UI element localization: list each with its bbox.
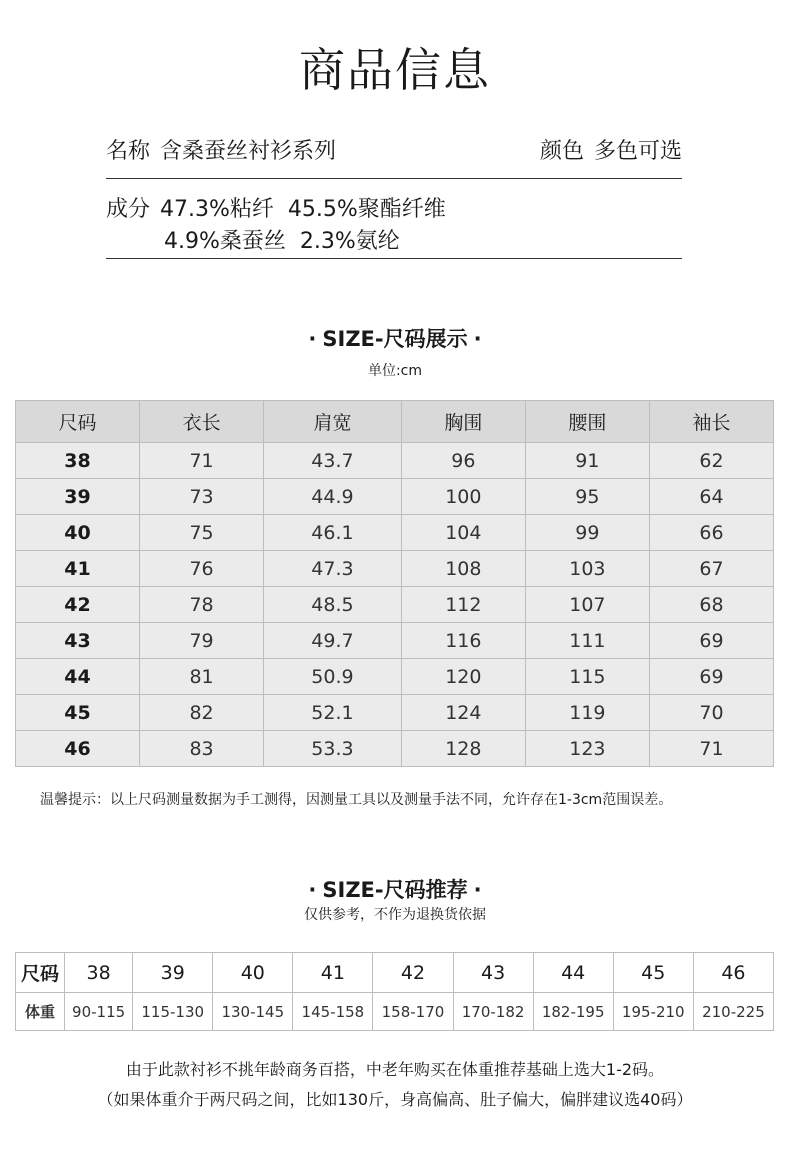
size-value-cell: 115 bbox=[525, 659, 649, 695]
size-value-cell: 76 bbox=[140, 551, 264, 587]
recommend-weight-cell: 210-225 bbox=[693, 993, 773, 1031]
size-value-cell: 48.5 bbox=[264, 587, 402, 623]
recommend-size-cell: 43 bbox=[453, 953, 533, 993]
recommend-weight-cell: 115-130 bbox=[133, 993, 213, 1031]
size-table bbox=[15, 400, 774, 767]
size-value-cell: 95 bbox=[525, 479, 649, 515]
recommend-weight-cell: 182-195 bbox=[533, 993, 613, 1031]
size-table-row bbox=[16, 443, 774, 479]
size-value-cell: 43.7 bbox=[264, 443, 402, 479]
recommend-weight-row bbox=[16, 993, 774, 1031]
size-notice: 温馨提示：以上尺码测量数据为手工测得，因测量工具以及测量手法不同，允许存在1-3cm范围误差。 bbox=[40, 792, 673, 808]
size-code-cell: 40 bbox=[16, 515, 140, 551]
size-value-cell: 67 bbox=[649, 551, 773, 587]
size-value-cell: 52.1 bbox=[264, 695, 402, 731]
recommend-section-title: · SIZE-尺码推荐 · bbox=[308, 878, 482, 902]
page-title: 商品信息 bbox=[299, 43, 491, 97]
size-table-header-cell: 尺码 bbox=[16, 401, 140, 443]
product-name bbox=[106, 134, 336, 165]
size-value-cell: 44.9 bbox=[264, 479, 402, 515]
size-value-cell: 49.7 bbox=[264, 623, 402, 659]
size-value-cell: 46.1 bbox=[264, 515, 402, 551]
size-code-cell: 43 bbox=[16, 623, 140, 659]
recommend-size-row bbox=[16, 953, 774, 993]
size-value-cell: 68 bbox=[649, 587, 773, 623]
size-value-cell: 71 bbox=[649, 731, 773, 767]
size-section-title: · SIZE-尺码展示 · bbox=[308, 327, 482, 351]
recommend-weight-cell: 170-182 bbox=[453, 993, 533, 1031]
recommend-section-title-text: SIZE-尺码推荐 bbox=[322, 878, 468, 902]
info-row-name-color bbox=[106, 134, 682, 179]
size-value-cell: 124 bbox=[401, 695, 525, 731]
name-value: 含桑蚕丝衬衫系列 bbox=[160, 139, 337, 164]
size-value-cell: 111 bbox=[525, 623, 649, 659]
color-label: 颜色 bbox=[539, 139, 584, 164]
recommend-size-cell: 42 bbox=[373, 953, 453, 993]
size-table-header-cell: 肩宽 bbox=[264, 401, 402, 443]
recommend-size-cell: 38 bbox=[65, 953, 133, 993]
composition-label: 成分 bbox=[106, 197, 151, 222]
composition-line-1 bbox=[106, 192, 446, 223]
size-code-cell: 39 bbox=[16, 479, 140, 515]
size-value-cell: 116 bbox=[401, 623, 525, 659]
size-value-cell: 70 bbox=[649, 695, 773, 731]
size-value-cell: 62 bbox=[649, 443, 773, 479]
name-label: 名称 bbox=[106, 139, 151, 164]
size-table-row bbox=[16, 623, 774, 659]
size-code-cell: 44 bbox=[16, 659, 140, 695]
size-code-cell: 38 bbox=[16, 443, 140, 479]
recommend-size-label: 尺码 bbox=[16, 953, 65, 993]
size-value-cell: 83 bbox=[140, 731, 264, 767]
size-value-cell: 53.3 bbox=[264, 731, 402, 767]
size-value-cell: 104 bbox=[401, 515, 525, 551]
size-value-cell: 119 bbox=[525, 695, 649, 731]
size-value-cell: 96 bbox=[401, 443, 525, 479]
recommend-weight-cell: 195-210 bbox=[613, 993, 693, 1031]
size-table-header bbox=[16, 401, 774, 443]
size-value-cell: 79 bbox=[140, 623, 264, 659]
size-value-cell: 64 bbox=[649, 479, 773, 515]
recommend-weight-label: 体重 bbox=[16, 993, 65, 1031]
size-table-row bbox=[16, 551, 774, 587]
size-value-cell: 128 bbox=[401, 731, 525, 767]
size-section-title-text: SIZE-尺码展示 bbox=[322, 327, 468, 351]
size-value-cell: 66 bbox=[649, 515, 773, 551]
size-value-cell: 99 bbox=[525, 515, 649, 551]
size-value-cell: 107 bbox=[525, 587, 649, 623]
composition-value-1: 47.3%粘纤 45.5%聚酯纤维 bbox=[160, 197, 446, 222]
size-table-row bbox=[16, 659, 774, 695]
size-value-cell: 82 bbox=[140, 695, 264, 731]
size-value-cell: 69 bbox=[649, 623, 773, 659]
size-value-cell: 91 bbox=[525, 443, 649, 479]
recommend-weight-cell: 130-145 bbox=[213, 993, 293, 1031]
color-value: 多色可选 bbox=[593, 139, 682, 164]
footer-line-1: 由于此款衬衫不挑年龄商务百搭，中老年购买在体重推荐基础上选大1-2码。 bbox=[125, 1060, 665, 1079]
size-code-cell: 46 bbox=[16, 731, 140, 767]
recommend-weight-cell: 158-170 bbox=[373, 993, 453, 1031]
recommend-size-cell: 41 bbox=[293, 953, 373, 993]
size-code-cell: 41 bbox=[16, 551, 140, 587]
size-value-cell: 120 bbox=[401, 659, 525, 695]
size-unit: 单位:cm bbox=[367, 363, 423, 379]
recommend-size-cell: 39 bbox=[133, 953, 213, 993]
size-value-cell: 50.9 bbox=[264, 659, 402, 695]
size-code-cell: 45 bbox=[16, 695, 140, 731]
size-table-row bbox=[16, 695, 774, 731]
size-table-row bbox=[16, 479, 774, 515]
size-value-cell: 69 bbox=[649, 659, 773, 695]
size-value-cell: 100 bbox=[401, 479, 525, 515]
size-table-header-cell: 袖长 bbox=[649, 401, 773, 443]
composition-value-2: 4.9%桑蚕丝 2.3%氨纶 bbox=[164, 229, 400, 254]
size-table-row bbox=[16, 515, 774, 551]
recommend-weight-cell: 145-158 bbox=[293, 993, 373, 1031]
size-table-header-cell: 胸围 bbox=[401, 401, 525, 443]
recommend-size-cell: 44 bbox=[533, 953, 613, 993]
size-table-header-cell: 腰围 bbox=[525, 401, 649, 443]
size-value-cell: 73 bbox=[140, 479, 264, 515]
size-table-body bbox=[16, 443, 774, 767]
info-row-composition bbox=[106, 192, 682, 259]
size-value-cell: 75 bbox=[140, 515, 264, 551]
size-value-cell: 108 bbox=[401, 551, 525, 587]
size-value-cell: 47.3 bbox=[264, 551, 402, 587]
product-color bbox=[540, 134, 682, 165]
size-code-cell: 42 bbox=[16, 587, 140, 623]
recommend-size-cell: 46 bbox=[693, 953, 773, 993]
size-value-cell: 81 bbox=[140, 659, 264, 695]
size-value-cell: 112 bbox=[401, 587, 525, 623]
size-value-cell: 71 bbox=[140, 443, 264, 479]
recommend-size-cell: 45 bbox=[613, 953, 693, 993]
footer-line-2: （如果体重介于两尺码之间，比如130斤，身高偏高、肚子偏大，偏胖建议选40码） bbox=[97, 1090, 693, 1109]
recommend-table bbox=[15, 952, 774, 1031]
recommend-size-cell: 40 bbox=[213, 953, 293, 993]
recommend-weight-cell: 90-115 bbox=[65, 993, 133, 1031]
size-table-row bbox=[16, 587, 774, 623]
size-value-cell: 78 bbox=[140, 587, 264, 623]
size-table-header-cell: 衣长 bbox=[140, 401, 264, 443]
size-value-cell: 123 bbox=[525, 731, 649, 767]
size-value-cell: 103 bbox=[525, 551, 649, 587]
size-table-row bbox=[16, 731, 774, 767]
recommend-subtitle: 仅供参考，不作为退换货依据 bbox=[304, 907, 486, 923]
